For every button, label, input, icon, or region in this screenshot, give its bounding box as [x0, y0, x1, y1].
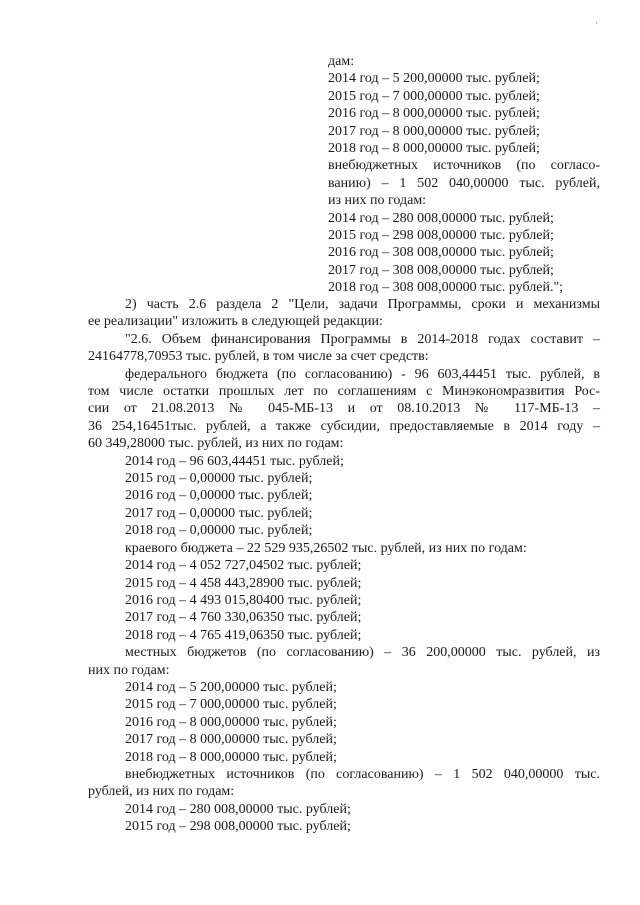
paragraph-line: сии от 21.08.2013 № 045-МБ-13 и от 08.10.2013 № 117-МБ-13 –: [88, 401, 600, 417]
year-line: 2014 год – 4 052 727,04502 тыс. рублей;: [125, 558, 362, 574]
text-line: 2018 год – 308 008,00000 тыс. рублей.";: [328, 280, 564, 296]
continuation-block: [328, 53, 600, 297]
text-line: 2018 год – 8 000,00000 тыс. рублей;: [328, 141, 540, 157]
text-line: 2017 год – 8 000,00000 тыс. рублей;: [328, 123, 540, 139]
year-line: 2014 год – 280 008,00000 тыс. рублей;: [125, 801, 351, 817]
paragraph-line: краевого бюджета – 22 529 935,26502 тыс. рублей, из них по годам:: [125, 540, 527, 556]
year-line: 2017 год – 0,00000 тыс. рублей;: [125, 505, 313, 521]
amendment-block: [88, 296, 600, 836]
paragraph-line: рублей, из них по годам:: [88, 784, 235, 800]
paragraph-line: них по годам:: [88, 662, 170, 678]
text-line: 2015 год – 298 008,00000 тыс. рублей;: [328, 228, 554, 244]
paragraph-line: том числе остатки прошлых лет по соглашениям с Минэкономразвития Рос-: [88, 384, 600, 400]
year-line: 2016 год – 8 000,00000 тыс. рублей;: [125, 714, 337, 730]
margin-mark: ·: [595, 18, 598, 28]
paragraph-line: "2.6. Объем финансирования Программы в 2014-2018 годах составит –: [125, 331, 600, 347]
text-line: внебюджетных источников (по согласо-: [328, 158, 600, 174]
text-line: дам:: [328, 54, 355, 69]
year-line: 2014 год – 96 603,44451 тыс. рублей;: [125, 453, 344, 469]
paragraph-line: ее реализации" изложить в следующей редакции:: [88, 314, 383, 330]
year-line: 2018 год – 0,00000 тыс. рублей;: [125, 523, 313, 539]
year-line: 2016 год – 0,00000 тыс. рублей;: [125, 488, 313, 504]
text-line: 2016 год – 8 000,00000 тыс. рублей;: [328, 106, 540, 122]
year-line: 2018 год – 4 765 419,06350 тыс. рублей;: [125, 627, 362, 643]
paragraph-line: 2) часть 2.6 раздела 2 "Цели, задачи Программы, сроки и механизмы: [125, 297, 600, 312]
text-line: из них по годам:: [328, 193, 427, 209]
text-line: 2015 год – 7 000,00000 тыс. рублей;: [328, 88, 540, 104]
paragraph-line: 24164778,70953 тыс. рублей, в том числе за счет средств:: [88, 349, 429, 365]
text-line: 2014 год – 280 008,00000 тыс. рублей;: [328, 210, 554, 226]
text-line: ванию) – 1 502 040,00000 тыс. рублей,: [328, 175, 600, 191]
year-line: 2017 год – 8 000,00000 тыс. рублей;: [125, 732, 337, 748]
year-line: 2015 год – 0,00000 тыс. рублей;: [125, 471, 313, 487]
year-line: 2018 год – 8 000,00000 тыс. рублей;: [125, 749, 337, 765]
year-line: 2015 год – 4 458 443,28900 тыс. рублей;: [125, 575, 362, 591]
year-line: 2015 год – 7 000,00000 тыс. рублей;: [125, 697, 337, 713]
text-line: 2016 год – 308 008,00000 тыс. рублей;: [328, 245, 554, 261]
paragraph-line: 60 349,28000 тыс. рублей, из них по годам:: [88, 436, 344, 452]
paragraph-line: 36 254,16451тыс. рублей, а также субсидии, предоставляемые в 2014 году –: [88, 418, 600, 434]
text-line: 2017 год – 308 008,00000 тыс. рублей;: [328, 262, 554, 278]
text-line: 2014 год – 5 200,00000 тыс. рублей;: [328, 71, 540, 87]
paragraph-line: внебюджетных источников (по согласованию) – 1 502 040,00000 тыс.: [125, 766, 600, 782]
year-line: 2014 год – 5 200,00000 тыс. рублей;: [125, 679, 337, 695]
year-line: 2015 год – 298 008,00000 тыс. рублей;: [125, 819, 351, 835]
year-line: 2017 год – 4 760 330,06350 тыс. рублей;: [125, 610, 362, 626]
paragraph-line: местных бюджетов (по согласованию) – 36 200,00000 тыс. рублей, из: [125, 645, 600, 661]
paragraph-line: федерального бюджета (по согласованию) - 96 603,44451 тыс. рублей, в: [125, 366, 600, 382]
year-line: 2016 год – 4 493 015,80400 тыс. рублей;: [125, 592, 362, 608]
